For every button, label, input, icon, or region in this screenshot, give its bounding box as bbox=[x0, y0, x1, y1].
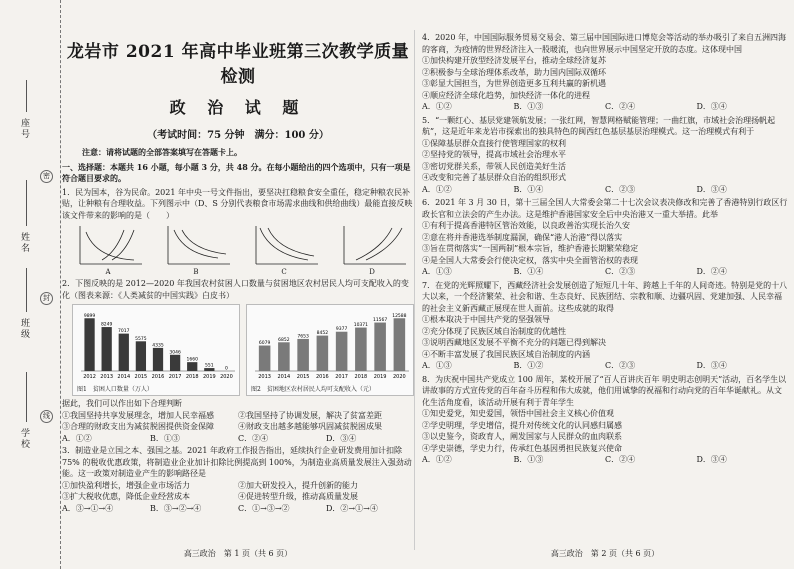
chart-2-tick-label: 2015 bbox=[296, 374, 310, 380]
q7-answer-d: D．③④ bbox=[696, 361, 727, 370]
seal-circle-3: 线 bbox=[40, 410, 53, 423]
chart-2-bar bbox=[355, 328, 367, 371]
graph-d-label: D bbox=[369, 268, 375, 276]
q6-stem: 6．2021 年 3 月 30 日，第十三届全国人大常委会第二十七次会议表决修改和完善了香港特别行政区行政长官和立法会的产生办法。这是维护香港国家安全后中央治港又一重大举措。此举 bbox=[422, 198, 788, 219]
page-divider bbox=[414, 30, 415, 550]
q5-answers bbox=[422, 184, 788, 196]
seal-circle-2: 封 bbox=[40, 292, 53, 305]
chart-2-tick-label: 2020 bbox=[393, 374, 406, 380]
q2-answer-d: D．③④ bbox=[326, 433, 357, 443]
chart-2-caption: 图2 贫困地区农村居民人均可支配收入（元） bbox=[251, 386, 375, 393]
binding-strip bbox=[0, 0, 61, 569]
chart-2-bar bbox=[317, 336, 329, 371]
q7-option-2: ②充分体现了民族区域自治制度的优越性 bbox=[422, 326, 566, 336]
class-line bbox=[26, 268, 27, 312]
q3-answers bbox=[62, 503, 414, 515]
q6-option-1: ①有利于提高香港特区管治效能，以良政善治实现长治久安 bbox=[422, 221, 630, 230]
q2-chart-1 bbox=[72, 304, 240, 396]
chart-1-tick-label: 2016 bbox=[151, 374, 165, 380]
chart-1-tick-label: 2012 bbox=[83, 374, 96, 380]
chart-1-value-label: 9899 bbox=[83, 313, 96, 319]
exam-info: （考试时间：75 分钟 满分：100 分） bbox=[147, 130, 329, 141]
chart-1-tick-label: 2019 bbox=[202, 374, 216, 380]
q8-answers bbox=[422, 454, 788, 466]
chart-1-bar bbox=[170, 355, 180, 371]
page-2-footer: 高三政治 第 2 页（共 6 页） bbox=[550, 549, 660, 558]
q3-option-3: ③扩大税收优惠，降低企业经营成本 bbox=[62, 492, 190, 501]
q7-answer-c: C．②③ bbox=[605, 361, 636, 370]
q4-answer-b: B．①③ bbox=[513, 102, 544, 111]
q8-stem: 8．为庆祝中国共产党成立 100 周年，某校开展了“百人百讲庆百年 明史明志创明天”活动，百名学生以讲故事的方式宣传党的百年奋斗历程和伟大成就，他们用诚挚的祝福和行动向党的百年华诞献礼。从文化生活角度看，该活动开展有利于青年学生 bbox=[422, 374, 787, 407]
chart-1-caption: 图1 贫困人口数量（万人） bbox=[77, 386, 153, 393]
q8-answer-d: D．③④ bbox=[696, 455, 727, 464]
graph-b-svg bbox=[160, 224, 232, 268]
school-line bbox=[26, 372, 27, 422]
q6-answer-b: B．①④ bbox=[513, 267, 544, 276]
q2-option-3: ③合理的财政支出为减贫脱困提供资金保障 bbox=[62, 422, 214, 431]
q3-answer-b: B．③→②→④ bbox=[150, 503, 202, 513]
chart-1-tick-label: 2017 bbox=[168, 374, 182, 380]
q1-graph-b bbox=[160, 224, 232, 276]
q6-option-2: ②意在将并香港选举制度漏洞，确保“港人治港”得以落实 bbox=[422, 232, 623, 242]
q6-answer-d: D．②④ bbox=[696, 267, 727, 276]
q3-option-1: ①加快盈利增长，增强企业市场活力 bbox=[62, 480, 190, 490]
chart-2-value-label: 6079 bbox=[258, 341, 271, 347]
chart-2-tick-label: 2018 bbox=[354, 374, 368, 380]
q2-stem: 2．下图反映的是 2012—2020 年我国农村贫困人口数量与贫困地区农村居民人均可支配收入的变化（图表来源：《人类减贫的中国实践》白皮书） bbox=[62, 279, 409, 300]
exam-title: 龙岩市 2021 年高中毕业班第三次教学质量检测 bbox=[66, 42, 410, 87]
page-1-footer: 高三政治 第 1 页（共 6 页） bbox=[183, 549, 293, 558]
chart-1-tick-label: 2013 bbox=[100, 374, 114, 380]
chart-2-bar bbox=[259, 346, 271, 371]
q4-answer-a: A．①② bbox=[422, 102, 452, 111]
chart-1-bar bbox=[119, 334, 129, 371]
q3-option-2: ②加大研发投入，提升创新的能力 bbox=[238, 480, 358, 490]
chart-2-bar bbox=[297, 339, 309, 371]
chart-2-value-label: 6852 bbox=[278, 337, 290, 343]
q3-answer-d: D．②→①→④ bbox=[326, 503, 378, 513]
q7-option-3: ③说明西藏地区发展不平衡不充分的问题已得到解决 bbox=[422, 338, 606, 347]
chart-1-bar bbox=[187, 362, 197, 371]
q3-options bbox=[62, 480, 414, 503]
exam-subject: 政 治 试 题 bbox=[169, 98, 307, 117]
q3-answer-a: A．③→①→④ bbox=[62, 503, 114, 513]
chart-1-bar bbox=[84, 318, 94, 371]
chart-1-value-label: 1660 bbox=[186, 357, 198, 363]
graph-b-label: B bbox=[193, 268, 199, 276]
graph-a-label: A bbox=[105, 268, 111, 276]
chart-2-tick-label: 2013 bbox=[258, 374, 271, 380]
q3-option-4: ④促进转型升级，推动高质量发展 bbox=[238, 492, 358, 501]
q1-stem: 1．民为国本，谷为民命。2021 年中央一号文件指出，要坚决扛稳粮食安全重任，稳定种粮农民补贴，让种粮有合理收益。下列图示中（D、S 分别代表粮食市场需求曲线和供给曲线）最能直接反映该文件带来的影响的是（ ） bbox=[62, 187, 413, 220]
chart-1-tick-label: 2014 bbox=[117, 374, 131, 380]
name-label: 姓名 bbox=[19, 232, 29, 254]
chart-2-value-label: 9377 bbox=[335, 327, 348, 333]
chart-1-value-label: 8249 bbox=[100, 322, 113, 328]
q6-answer-a: A．①③ bbox=[422, 267, 452, 276]
chart-2-bar bbox=[374, 323, 386, 371]
seal-circle-1: 密 bbox=[40, 170, 53, 183]
q4-option-1: ①加快构建开放型经济发展平台，推动全球经济复苏 bbox=[422, 56, 606, 65]
chart-1-tick-label: 2020 bbox=[220, 374, 233, 380]
q8-answer-b: B．①③ bbox=[513, 455, 544, 464]
q7-option-1: ①根本取决于中国共产党的坚强领导 bbox=[422, 315, 550, 324]
chart-1-bar bbox=[153, 348, 163, 371]
q2-chart-2 bbox=[246, 304, 414, 396]
chart-2-tick-label: 2017 bbox=[335, 374, 348, 380]
q5-option-3: ③密切党群关系，带领人民创造美好生活 bbox=[422, 161, 566, 171]
chart-2-bar bbox=[278, 342, 290, 371]
q5-answer-a: A．①② bbox=[422, 184, 452, 194]
q7-answers bbox=[422, 360, 788, 372]
chart-1-tick-label: 2015 bbox=[134, 374, 148, 380]
chart-2-value-label: 7653 bbox=[297, 334, 309, 340]
chart-2-bar bbox=[394, 318, 406, 371]
chart-2-tick-label: 2014 bbox=[277, 374, 291, 380]
page-1 bbox=[62, 0, 414, 569]
chart-1-value-label: 0 bbox=[225, 366, 228, 372]
q4-stem: 4．2020 年，中国国际服务贸易交易会、第三届中国国际进口博览会等活动的举办吸引了来自五洲四海的客商，为疫情的世界经济注入一股暖流，也向世界展示中国坚定开放的态度。这体现中国 bbox=[422, 33, 786, 54]
class-label: 班级 bbox=[19, 318, 29, 340]
q7-answer-a: A．①③ bbox=[422, 361, 452, 370]
section-1-heading: 一、选择题：本题共 16 小题，每小题 3 分，共 48 分。在每小题给出的四个选项中，只有一项是符合题目要求的。 bbox=[62, 161, 411, 183]
chart-1-bar bbox=[102, 327, 112, 371]
graph-a-svg bbox=[72, 224, 144, 268]
q7-option-4: ④不断丰富发展了我国民族区域自治制度的内涵 bbox=[422, 349, 590, 359]
q5-answer-d: D．③④ bbox=[696, 184, 727, 194]
q1-graphs bbox=[72, 224, 408, 276]
chart-2-tick-label: 2016 bbox=[316, 374, 329, 380]
q2-charts bbox=[72, 304, 414, 396]
chart-2-tick-label: 2019 bbox=[373, 374, 387, 380]
chart-1-value-label: 5575 bbox=[135, 336, 147, 342]
q2-answer-a: A．①② bbox=[62, 433, 92, 443]
q4-option-3: ③彰显大国担当，为世界创造更多互利共赢的新机遇 bbox=[422, 79, 606, 88]
chart-1-value-label: 4335 bbox=[152, 343, 164, 349]
q5-option-1: ①保障基层群众直接行使管理国家的权利 bbox=[422, 138, 566, 148]
q2-option-1: ①我国坚持共享发展理念，增加人民幸福感 bbox=[62, 410, 214, 420]
chart-2-svg bbox=[247, 305, 415, 385]
chart-2-value-label: 10371 bbox=[353, 323, 369, 329]
q6-option-4: ④是全国人大常委会行使决定权，落实中央全面管治权的表现 bbox=[422, 255, 638, 265]
q6-answer-c: C．②③ bbox=[605, 267, 636, 276]
chart-1-bar bbox=[136, 341, 146, 371]
q3-answer-c: C．①→③→② bbox=[238, 503, 290, 513]
q1-graph-d bbox=[336, 224, 408, 276]
chart-2-bar bbox=[336, 332, 348, 371]
graph-c-label: C bbox=[281, 268, 287, 276]
page-2 bbox=[422, 0, 788, 569]
q4-option-2: ②积极参与全球治理体系改革，助力国内国际双循环 bbox=[422, 67, 606, 77]
q2-answers bbox=[62, 433, 414, 445]
q1-graph-c bbox=[248, 224, 320, 276]
q8-answer-a: A．①② bbox=[422, 455, 452, 464]
q1-graph-a bbox=[72, 224, 144, 276]
name-line bbox=[26, 180, 27, 226]
chart-1-svg bbox=[73, 305, 241, 385]
q4-answer-d: D．③④ bbox=[696, 102, 727, 111]
q8-option-1: ①知史爱党，知史爱国，领悟中国社会主义核心价值观 bbox=[422, 409, 614, 418]
q4-option-4: ④顺应经济全球化趋势，加快经济一体化的进程 bbox=[422, 90, 590, 100]
q2-after: 据此，我们可以作出如下合理判断 bbox=[62, 399, 182, 408]
chart-2-value-label: 11567 bbox=[372, 318, 388, 324]
q2-option-2: ②我国坚持了协调发展，解决了贫富差距 bbox=[238, 410, 382, 420]
q6-option-3: ③旨在贯彻落实“一国两制”根本宗旨，维护香港长期繁荣稳定 bbox=[422, 244, 639, 253]
q2-options bbox=[62, 410, 414, 433]
q5-answer-c: C．②③ bbox=[605, 184, 636, 194]
q6-answers bbox=[422, 266, 788, 278]
chart-1-value-label: 551 bbox=[205, 363, 214, 369]
exam-note: 注意：请将试题的全部答案填写在答题卡上。 bbox=[82, 147, 242, 157]
q4-answers bbox=[422, 101, 788, 113]
q5-option-4: ④改变和完善了基层群众自治的组织形式 bbox=[422, 173, 566, 182]
seat-label: 座号 bbox=[19, 118, 29, 140]
school-label: 学校 bbox=[19, 428, 29, 450]
q8-option-2: ②学史明理，学史增信，提升对传统文化的认同感归属感 bbox=[422, 420, 622, 430]
q5-option-2: ②坚持党的领导，提高市域社会治理水平 bbox=[422, 150, 566, 159]
chart-1-tick-label: 2018 bbox=[185, 374, 199, 380]
graph-c-svg bbox=[248, 224, 320, 268]
q2-answer-c: C．②④ bbox=[238, 433, 269, 443]
q8-option-3: ③以史鉴今，资政育人，阐发国家与人民群众的血肉联系 bbox=[422, 432, 622, 441]
q7-stem: 7．在党的光辉照耀下，西藏经济社会发展创造了短短几十年、跨越上千年的人间奇迹。特别是党的十八大以来，一个经济繁荣、社会和谐、生态良好、民族团结、宗教和顺、边疆巩固、党建加强、人民幸福的社会主义新西藏正展现在世人面前。这些成就的取得 bbox=[422, 280, 788, 313]
chart-1-value-label: 7017 bbox=[118, 329, 130, 335]
chart-2-value-label: 12588 bbox=[392, 313, 407, 319]
graph-d-svg bbox=[336, 224, 408, 268]
q7-answer-b: B．①② bbox=[513, 361, 544, 370]
q4-answer-c: C．②④ bbox=[605, 102, 636, 111]
q5-answer-b: B．①④ bbox=[513, 184, 544, 194]
chart-1-value-label: 3046 bbox=[169, 350, 181, 356]
q3-stem: 3．制造业是立国之本、强国之基。2021 年政府工作报告指出，延续执行企业研发费用加计扣除 75% 的税收优惠政策，将制造业企业加计扣除比例提高到 100%，为制造业高质量发展注入强劲动能。这一政策对制造业产生的影响路径是 bbox=[62, 446, 412, 478]
q2-answer-b: B．①③ bbox=[150, 433, 180, 443]
q5-stem: 5．“一颗红心、基层党建领航发展；一张红网，智慧网格赋能管理；一曲红旗，市域社会治理扬帆起航”，这是近年来龙岩市探索出的独具特色的闽西红色基层基层治理模式。这一治理模式有利于 bbox=[422, 115, 776, 136]
seat-line bbox=[26, 80, 27, 112]
q2-option-4: ④财政支出越多越能够巩固减贫脱困成果 bbox=[238, 422, 382, 431]
q8-answer-c: C．②④ bbox=[605, 455, 636, 464]
chart-2-value-label: 8452 bbox=[316, 331, 329, 337]
q8-option-4: ④学史崇德，学史力行，传承红色基因勇担民族复兴使命 bbox=[422, 443, 622, 453]
